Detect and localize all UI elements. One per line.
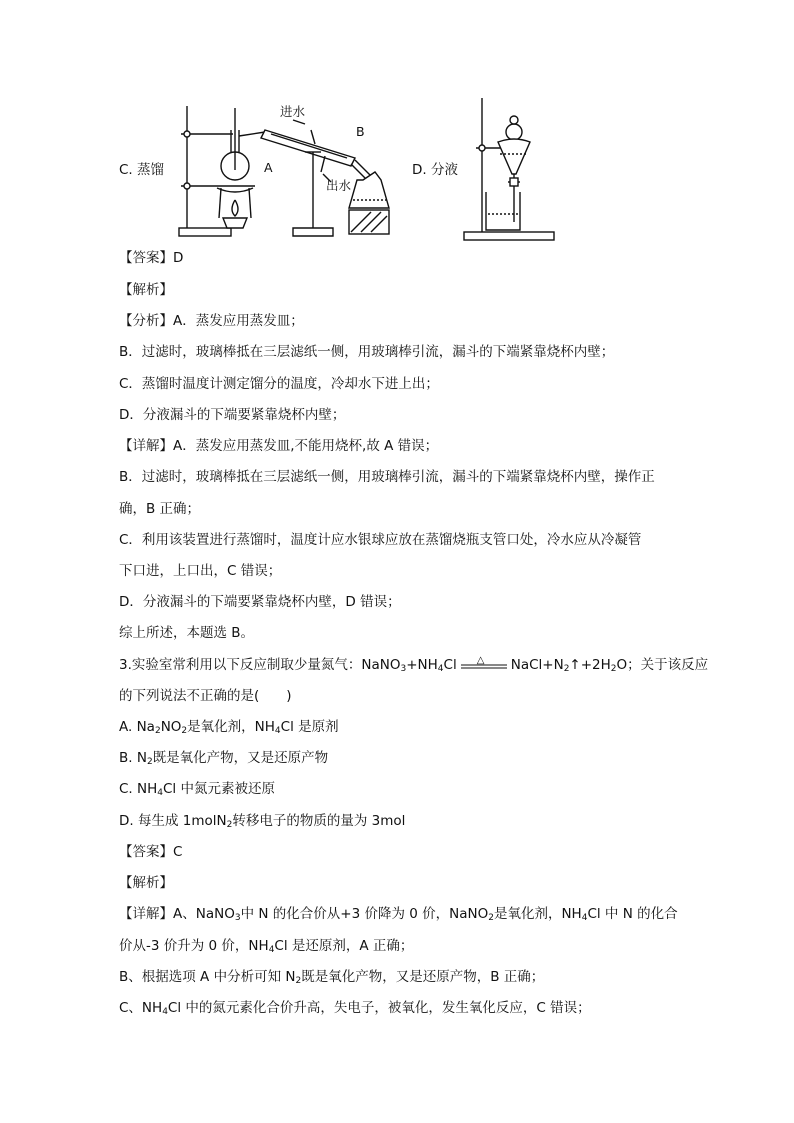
q3-detail-line3 — [119, 967, 544, 987]
q3-option-b-tail: 既是氧化产物，又是还原产物 — [152, 750, 329, 766]
heat-condition-icon: △ — [476, 655, 485, 666]
water-in-label: 进水 — [280, 104, 306, 119]
q3-d3-b: 既是氧化产物，又是还原产物，B 正确； — [301, 969, 545, 985]
distillation-apparatus-diagram — [175, 100, 435, 240]
q3-d1-s3: 4 — [581, 913, 588, 923]
q3-product1: NaCl+N — [510, 657, 564, 673]
q3-option-a — [119, 717, 339, 737]
q3-d1-c: 是氧化剂，NH — [493, 906, 582, 922]
q3-detail-line1 — [119, 904, 678, 924]
q3-reactant1-sub: 3 — [400, 664, 407, 674]
q3-d2-b: Cl 是还原剂，A 正确； — [274, 938, 414, 954]
q3-reactant2: +NH — [406, 657, 438, 673]
figure-c-label: C. 蒸馏 — [119, 162, 165, 178]
reaction-arrow — [459, 657, 509, 671]
q3-answer: 【答案】C — [119, 844, 183, 860]
q3-option-a-sub3: 4 — [274, 726, 281, 736]
q2-detail-b1: B．过滤时，玻璃棒抵在三层滤纸一侧，用玻璃棒引流，漏斗的下端紧靠烧杯内壁，操作正 — [119, 469, 655, 485]
q3-option-c-sub: 4 — [157, 788, 163, 798]
q2-detail-a: 【详解】A．蒸发应用蒸发皿,不能用烧杯,故 A 错误； — [119, 438, 439, 454]
q3-option-d-sub: 2 — [226, 820, 233, 830]
q3-d1-d: Cl 中 N 的化合 — [587, 906, 678, 922]
figure-d-label: D. 分液 — [412, 162, 458, 178]
q3-option-b-sub: 2 — [146, 757, 153, 767]
q3-stem-prefix: 3.实验室常利用以下反应制取少量氮气： — [119, 657, 362, 673]
q3-option-a-mid: NO — [160, 719, 182, 735]
q2-detail-c2: 下口进，上口出，C 错误； — [119, 563, 282, 579]
q3-d4-b: Cl 中的氮元素化合价升高，失电子，被氧化，发生氧化反应，C 错误； — [167, 1000, 591, 1016]
q2-fenxi-d: D．分液漏斗的下端要紧靠烧杯内壁； — [119, 407, 346, 423]
q2-analysis-heading: 【解析】 — [119, 282, 173, 298]
q2-detail-c1: C．利用该装置进行蒸馏时，温度计应水银球应放在蒸馏烧瓶支管口处，冷水应从冷凝管 — [119, 532, 642, 548]
q3-stem-line1 — [119, 655, 708, 675]
q2-detail-d: D．分液漏斗的下端要紧靠烧杯内壁，D 错误； — [119, 594, 401, 610]
q3-product2-sub: 2 — [610, 664, 617, 674]
q3-option-c — [119, 779, 275, 799]
q3-d3-s1: 2 — [295, 976, 302, 986]
label-b: B — [356, 124, 365, 139]
q2-fenxi-c: C．蒸馏时温度计测定馏分的温度，冷却水下进上出； — [119, 376, 439, 392]
q3-d2-s1: 4 — [268, 945, 275, 955]
q2-fenxi-b: B．过滤时，玻璃棒抵在三层滤纸一侧，用玻璃棒引流，漏斗的下端紧靠烧杯内壁； — [119, 344, 615, 360]
q3-detail-line4 — [119, 998, 591, 1018]
q3-option-a-pre: A. Na — [119, 719, 155, 735]
q3-detail-line2 — [119, 936, 413, 956]
label-a: A — [264, 160, 273, 175]
q3-option-a-sub2: 2 — [181, 726, 188, 736]
q3-reactant2-tail: Cl — [443, 657, 457, 673]
q3-product2: ↑+2H — [569, 657, 611, 673]
q3-d1-b: 中 N 的化合价从+3 价降为 0 价，NaNO — [240, 906, 489, 922]
q3-reactant1: NaNO — [361, 657, 401, 673]
q3-product2-tail: O；关于该反应 — [616, 657, 709, 673]
q3-option-d-tail: 转移电子的物质的量为 3mol — [232, 813, 406, 829]
q2-summary: 综上所述，本题选 B。 — [119, 625, 255, 641]
q3-option-c-pre: C. NH — [119, 781, 158, 797]
q3-d1-s2: 2 — [488, 913, 494, 923]
q2-detail-b2: 确，B 正确； — [119, 501, 201, 517]
q2-answer: 【答案】D — [119, 250, 184, 266]
q3-d2-a: 价从-3 价升为 0 价，NH — [119, 938, 269, 954]
q3-d4-s1: 4 — [162, 1007, 168, 1017]
q3-option-b-pre: B. N — [119, 750, 147, 766]
q3-option-d-pre: D. 每生成 1molN — [119, 813, 227, 829]
q3-option-a-mid2: 是氧化剂，NH — [187, 719, 275, 735]
q2-fenxi-a: 【分析】A．蒸发应用蒸发皿； — [119, 313, 304, 329]
q3-d1-a: 【详解】A、NaNO — [119, 906, 235, 922]
q3-option-d — [119, 811, 405, 831]
q3-option-b — [119, 748, 328, 768]
q3-d3-a: B、根据选项 A 中分析可知 N — [119, 969, 296, 985]
q3-option-a-sub1: 2 — [154, 726, 161, 736]
q3-d4-a: C、NH — [119, 1000, 163, 1016]
water-out-label: 出水 — [326, 178, 352, 193]
q3-option-a-tail: Cl 是原剂 — [280, 719, 339, 735]
q3-reactant2-sub: 4 — [437, 664, 444, 674]
q3-stem-line2: 的下列说法不正确的是( ) — [119, 688, 292, 704]
separatory-funnel-diagram — [462, 96, 562, 246]
q3-product1-sub: 2 — [563, 664, 570, 674]
q3-option-c-tail: Cl 中氮元素被还原 — [163, 781, 275, 797]
q3-d1-s1: 3 — [234, 913, 241, 923]
q3-analysis-heading: 【解析】 — [119, 875, 173, 891]
